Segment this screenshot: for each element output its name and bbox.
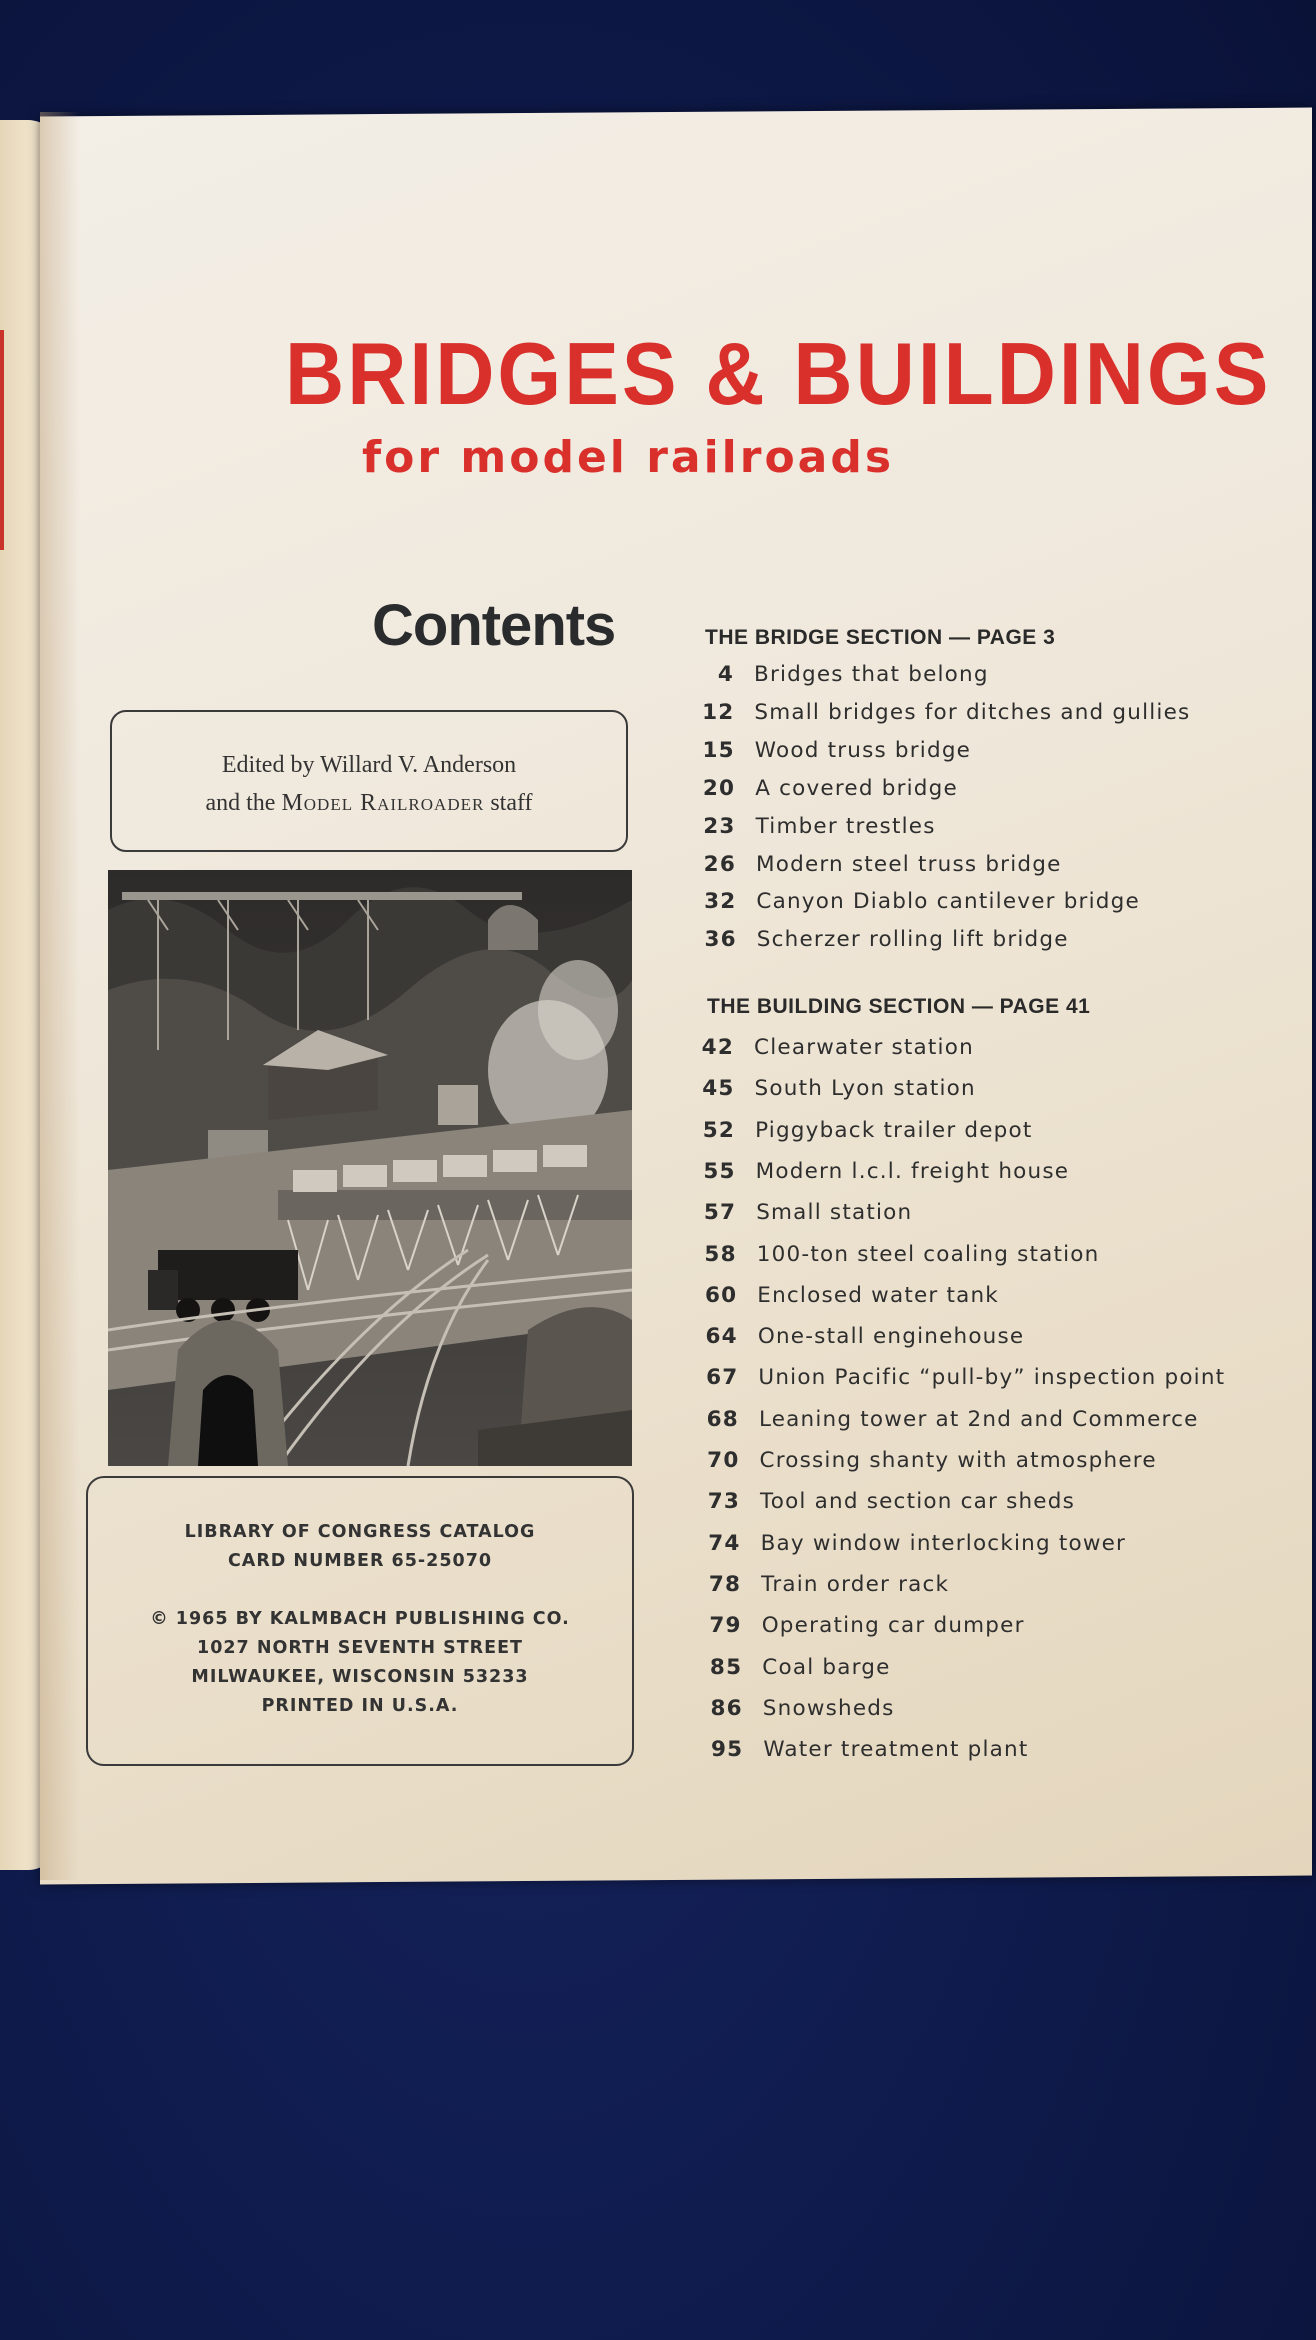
toc-entry-title: Clearwater station — [754, 1035, 974, 1060]
toc-page-number: 74 — [708, 1530, 741, 1556]
toc-entry-title: Water treatment plant — [763, 1737, 1029, 1763]
toc-page-number: 86 — [710, 1695, 743, 1721]
toc-page-number: 45 — [702, 1076, 735, 1102]
toc-page-number: 20 — [702, 775, 736, 801]
toc-page-number: 85 — [709, 1654, 743, 1680]
toc-page-number: 64 — [705, 1324, 738, 1350]
toc-page-number: 79 — [709, 1613, 742, 1639]
copyright-line: © 1965 BY KALMBACH PUBLISHING CO. — [150, 1609, 570, 1629]
address-line-1: 1027 NORTH SEVENTH STREET — [197, 1638, 523, 1658]
toc-entry-title: Modern steel truss bridge — [756, 851, 1062, 877]
contents-heading: Contents — [372, 593, 616, 658]
toc-page-number: 23 — [703, 813, 736, 839]
toc-entry — [695, 776, 958, 801]
toc-entry-title: Union Pacific “pull-by” inspection point — [758, 1365, 1226, 1391]
toc-page-number: 42 — [701, 1035, 734, 1060]
toc-entry-title: Train order rack — [761, 1571, 950, 1597]
toc-entry — [698, 1365, 1225, 1390]
toc-entry — [696, 852, 1062, 877]
catalog-line-2: CARD NUMBER 65-25070 — [227, 1551, 493, 1571]
toc-entry — [696, 1159, 1070, 1184]
toc-page-number: 4 — [717, 662, 734, 687]
toc-entry — [694, 700, 1190, 725]
toc-page-number: 95 — [711, 1737, 744, 1763]
toc-entry — [698, 1324, 1025, 1349]
toc-entry-title: Small station — [756, 1200, 913, 1226]
toc-page-number: 26 — [703, 851, 736, 877]
toc-entry — [702, 1655, 890, 1680]
toc-entry — [694, 1035, 974, 1060]
toc-entry — [700, 1448, 1157, 1473]
toc-page-number: 60 — [704, 1282, 738, 1308]
bridge-section-heading: THE BRIDGE SECTION — PAGE 3 — [705, 626, 1056, 649]
toc-page-number: 73 — [707, 1489, 741, 1515]
book-subtitle: for model railroads — [362, 432, 895, 483]
building-section-heading: THE BUILDING SECTION — PAGE 41 — [707, 995, 1091, 1018]
toc-entry — [696, 889, 1140, 914]
toc-entry — [700, 1489, 1075, 1514]
toc-entry-title: Coal barge — [762, 1654, 891, 1680]
page-gutter-shadow — [40, 112, 80, 1880]
toc-page-number: 67 — [706, 1365, 739, 1391]
toc-entry — [701, 1572, 949, 1597]
toc-entry — [695, 1076, 976, 1101]
editor-line-1: Edited by Willard V. Anderson — [221, 752, 517, 778]
toc-entry — [697, 927, 1069, 952]
toc-entry-title: Crossing shanty with atmosphere — [759, 1448, 1157, 1473]
toc-entry — [696, 814, 936, 839]
toc-entry-title: Modern l.c.l. freight house — [755, 1158, 1070, 1184]
toc-page-number: 32 — [704, 889, 737, 915]
toc-entry — [696, 1200, 912, 1225]
previous-page-red-stripe — [0, 330, 4, 550]
editor-credit-box — [110, 710, 628, 852]
toc-page-number: 70 — [707, 1448, 740, 1473]
layout-photo-illustration — [108, 870, 632, 1466]
book-title: BRIDGES & BUILDINGS — [285, 325, 1272, 424]
catalog-copyright-box — [86, 1476, 634, 1766]
toc-entry-title: Small bridges for ditches and gullies — [754, 699, 1191, 725]
magazine-name: Model Railroader — [281, 790, 485, 816]
toc-entry-title: Canyon Diablo cantilever bridge — [756, 889, 1140, 915]
toc-page-number: 57 — [703, 1200, 737, 1226]
toc-entry-title: 100-ton steel coaling station — [756, 1241, 1100, 1267]
toc-entry — [701, 1531, 1127, 1556]
toc-entry — [697, 1242, 1100, 1267]
editor-line-2: and the Model Railroader staff — [205, 790, 533, 816]
toc-page-number: 58 — [704, 1241, 737, 1267]
toc-entry-title: Bay window interlocking tower — [760, 1530, 1127, 1556]
toc-entry-title: South Lyon station — [754, 1076, 976, 1102]
toc-entry-title: Bridges that belong — [754, 662, 989, 687]
toc-page-number: 15 — [702, 737, 735, 763]
toc-page-number: 12 — [702, 699, 735, 725]
toc-entry-title: Operating car dumper — [761, 1613, 1025, 1639]
toc-entry-title: Timber trestles — [755, 813, 936, 839]
toc-entry — [703, 1737, 1028, 1762]
toc-page-number: 68 — [706, 1406, 739, 1432]
address-line-2: MILWAUKEE, WISCONSIN 53233 — [191, 1667, 529, 1687]
toc-entry — [702, 1613, 1025, 1638]
toc-entry-title: Leaning tower at 2nd and Commerce — [758, 1406, 1199, 1432]
toc-page-number: 78 — [708, 1571, 742, 1597]
toc-page-number: 36 — [704, 927, 737, 953]
model-railroad-layout-photo — [108, 870, 632, 1466]
toc-entry — [703, 1696, 895, 1721]
toc-page-number: 55 — [703, 1158, 736, 1184]
toc-entry — [695, 1118, 1032, 1143]
toc-page-number: 52 — [702, 1117, 736, 1143]
toc-entry-title: Wood truss bridge — [754, 737, 972, 763]
toc-entry-title: Piggyback trailer depot — [755, 1117, 1033, 1143]
catalog-line-1: LIBRARY OF CONGRESS CATALOG — [184, 1522, 536, 1542]
toc-entry — [697, 1283, 999, 1308]
toc-entry — [699, 1407, 1199, 1432]
toc-entry-title: Tool and section car sheds — [760, 1489, 1075, 1515]
printed-line: PRINTED IN U.S.A. — [261, 1696, 459, 1716]
toc-entry-title: Enclosed water tank — [757, 1282, 999, 1308]
toc-entry — [695, 738, 971, 763]
toc-entry-title: One-stall enginehouse — [757, 1324, 1025, 1350]
toc-entry-title: Scherzer rolling lift bridge — [756, 927, 1069, 953]
toc-entry-title: Snowsheds — [762, 1695, 895, 1721]
toc-entry-title: A covered bridge — [755, 775, 958, 801]
toc-entry — [694, 662, 989, 687]
